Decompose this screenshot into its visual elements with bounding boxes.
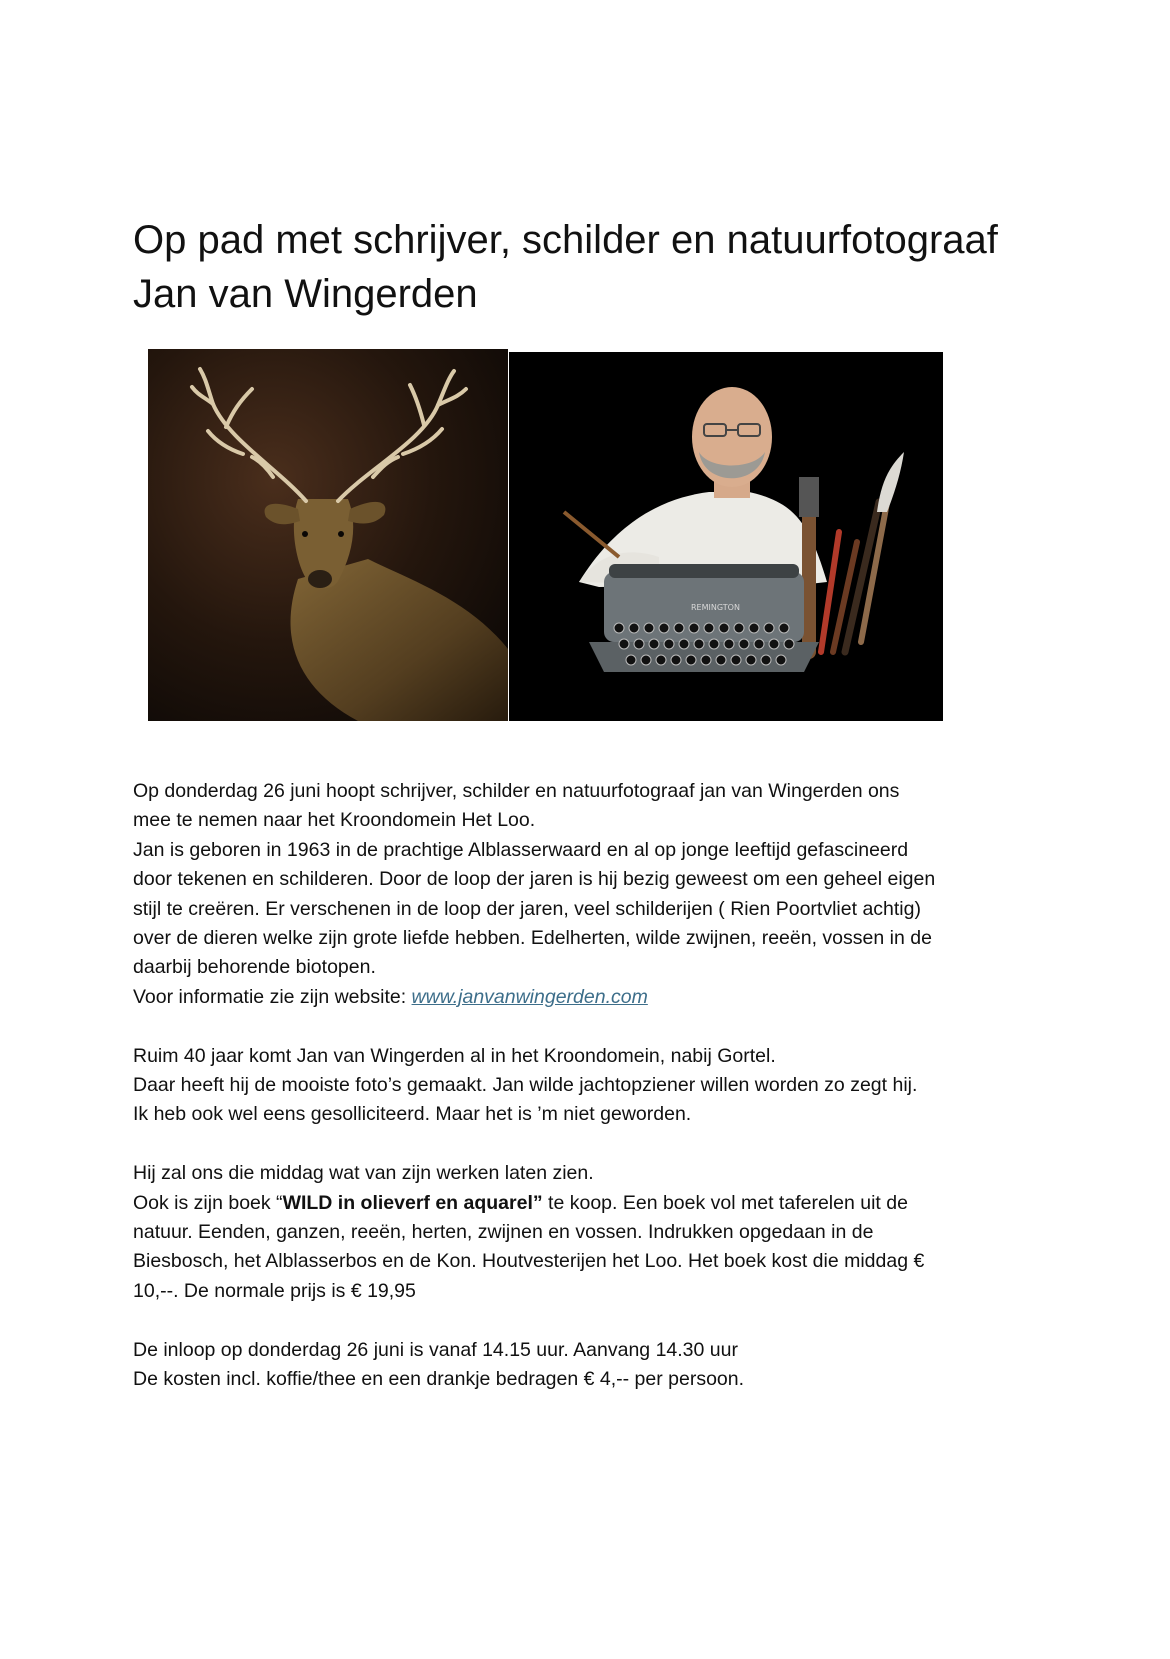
portrait-image bbox=[509, 352, 943, 721]
p3-line-4: Biesbosch, het Alblasserbos en de Kon. Houtvesterijen het Loo. Het boek kost die middag € bbox=[133, 1250, 925, 1273]
p2-line-2: Daar heeft hij de mooiste foto’s gemaakt. Jan wilde jachtopziener willen worden zo zegt hij. bbox=[133, 1074, 918, 1097]
p1-line-1: Op donderdag 26 juni hoopt schrijver, schilder en natuurfotograaf jan van Wingerden ons bbox=[133, 780, 900, 802]
p1-line-3: Jan is geboren in 1963 in de prachtige Alblasserwaard en al op jonge leeftijd gefascineerd bbox=[133, 838, 909, 861]
p1-line-6: over de dieren welke zijn grote liefde hebben. Edelherten, wilde zwijnen, reeën, vossen in de bbox=[133, 927, 932, 950]
typewriter-brand-label: REMINGTON bbox=[691, 603, 740, 612]
p3-line-1: Hij zal ons die middag wat van zijn werken laten zien. bbox=[133, 1162, 594, 1185]
book-line bbox=[133, 1189, 1053, 1218]
p1-line-5: stijl te creëren. Er verschenen in de loop der jaren, veel schilderijen ( Rien Poortvliet achtig) bbox=[133, 897, 921, 920]
title-line-1: Op pad met schrijver, schilder en natuurfotograaf bbox=[133, 218, 998, 262]
p1-line-7: daarbij behorende biotopen. bbox=[133, 956, 376, 979]
p4-line-2: De kosten incl. koffie/thee en een drankje bedragen € 4,-- per persoon. bbox=[133, 1368, 745, 1391]
book-suffix: te koop. Een boek vol met taferelen uit de bbox=[542, 1191, 908, 1214]
article-body bbox=[133, 777, 1053, 1394]
p2-line-1: Ruim 40 jaar komt Jan van Wingerden al in het Kroondomein, nabij Gortel. bbox=[133, 1044, 776, 1067]
website-prefix: Voor informatie zie zijn website: bbox=[133, 985, 412, 1008]
title-line-2: Jan van Wingerden bbox=[133, 272, 478, 316]
page-title bbox=[133, 213, 1093, 321]
p3-line-3: natuur. Eenden, ganzen, reeën, herten, zwijnen en vossen. Indrukken opgedaan in de bbox=[133, 1221, 874, 1244]
p3-line-5: 10,--. De normale prijs is € 19,95 bbox=[133, 1279, 416, 1302]
website-link[interactable]: www.janvanwingerden.com bbox=[411, 985, 648, 1008]
website-line bbox=[133, 983, 1053, 1012]
p2-line-3: Ik heb ook wel eens gesolliciteerd. Maar het is ’m niet geworden. bbox=[133, 1103, 692, 1126]
book-title: WILD in olieverf en aquarel” bbox=[282, 1191, 543, 1214]
deer-painting-image bbox=[148, 349, 508, 721]
p4-line-1: De inloop op donderdag 26 juni is vanaf 14.15 uur. Aanvang 14.30 uur bbox=[133, 1338, 738, 1361]
p1-line-2: mee te nemen naar het Kroondomein Het Loo. bbox=[133, 809, 536, 832]
p1-line-4: door tekenen en schilderen. Door de loop der jaren is hij bezig geweest om een geheel eigen bbox=[133, 868, 936, 891]
book-prefix: Ook is zijn boek “ bbox=[133, 1191, 283, 1214]
